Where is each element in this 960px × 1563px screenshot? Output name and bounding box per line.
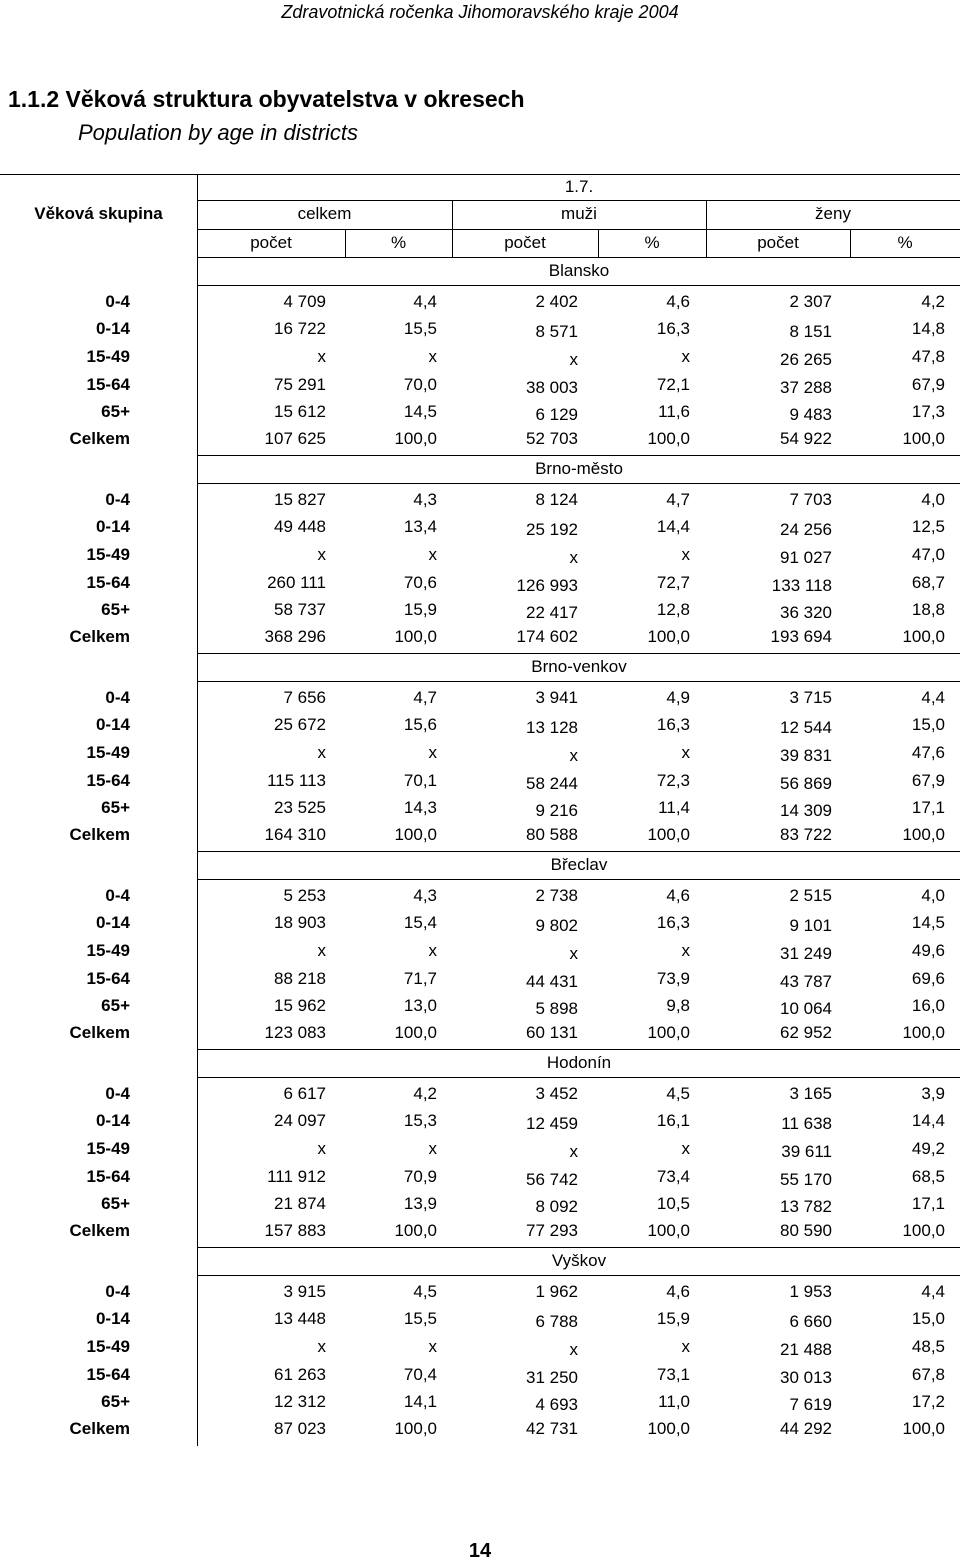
age-group-label: 65+ <box>101 996 130 1015</box>
value-cell: 4,0 <box>921 490 945 509</box>
value-cell: 21 874 <box>274 1194 326 1213</box>
value-cell: 88 218 <box>274 969 326 988</box>
value-cell: 11,6 <box>658 402 690 421</box>
value-cell: 61 263 <box>274 1365 326 1384</box>
value-cell: 111 912 <box>267 1167 326 1186</box>
value-cell: 80 590 <box>780 1221 832 1240</box>
value-cell: x <box>317 1337 326 1356</box>
district-name: Blansko <box>548 261 610 280</box>
value-cell: 91 027 <box>780 548 832 567</box>
value-cell: 70,1 <box>403 771 437 790</box>
value-cell: 9 483 <box>789 405 832 424</box>
value-cell: 133 118 <box>771 576 832 595</box>
district-rule-bottom-5 <box>197 1275 960 1276</box>
value-cell: 3 715 <box>789 688 832 707</box>
value-cell: 16,3 <box>656 319 690 338</box>
subheader-5: % <box>897 233 913 252</box>
value-cell: 16,0 <box>911 996 945 1015</box>
row-header-label: Věková skupina <box>34 204 163 223</box>
page-number: 14 <box>468 1540 492 1562</box>
value-cell: 39 611 <box>781 1142 832 1161</box>
district-rule-bottom-4 <box>197 1077 960 1078</box>
value-cell: 68,5 <box>911 1167 945 1186</box>
subheader-sep-0 <box>345 229 346 257</box>
value-cell: 24 097 <box>274 1111 326 1130</box>
value-cell: 4,5 <box>666 1084 690 1103</box>
value-cell: 15,0 <box>911 715 945 734</box>
value-cell: 7 619 <box>789 1395 832 1414</box>
value-cell: 100,0 <box>394 825 437 844</box>
value-cell: 8 124 <box>535 490 578 509</box>
district-name: Brno-město <box>535 459 623 478</box>
age-group-label: 0-4 <box>105 688 130 707</box>
value-cell: 100,0 <box>902 429 945 448</box>
age-group-label: 0-4 <box>105 292 130 311</box>
value-cell: 100,0 <box>394 627 437 646</box>
group-header-1: muži <box>561 204 597 223</box>
value-cell: 100,0 <box>902 627 945 646</box>
value-cell: 4,9 <box>666 688 690 707</box>
value-cell: 15 827 <box>274 490 326 509</box>
value-cell: 4,4 <box>921 688 945 707</box>
value-cell: x <box>569 1142 578 1161</box>
value-cell: 100,0 <box>902 825 945 844</box>
value-cell: 100,0 <box>394 1221 437 1240</box>
value-cell: 5 253 <box>283 886 326 905</box>
district-rule-top-5 <box>197 1247 960 1248</box>
value-cell: 9 101 <box>789 916 832 935</box>
value-cell: 4,5 <box>413 1282 437 1301</box>
value-cell: 15,9 <box>656 1309 690 1328</box>
value-cell: 15,5 <box>403 319 437 338</box>
value-cell: x <box>428 1337 437 1356</box>
value-cell: 4,6 <box>666 1282 690 1301</box>
value-cell: 15,3 <box>403 1111 437 1130</box>
value-cell: 73,9 <box>656 969 690 988</box>
value-cell: 18 903 <box>274 913 326 932</box>
value-cell: 9 802 <box>535 916 578 935</box>
value-cell: 70,4 <box>403 1365 437 1384</box>
value-cell: 16 722 <box>274 319 326 338</box>
value-cell: x <box>428 941 437 960</box>
value-cell: 3,9 <box>921 1084 945 1103</box>
value-cell: 72,1 <box>656 375 690 394</box>
value-cell: 4,0 <box>921 886 945 905</box>
value-cell: 70,0 <box>403 375 437 394</box>
age-group-label: 65+ <box>101 1194 130 1213</box>
value-cell: 14,3 <box>403 798 437 817</box>
value-cell: 100,0 <box>647 1023 690 1042</box>
value-cell: 100,0 <box>394 1419 437 1438</box>
value-cell: x <box>681 1337 690 1356</box>
value-cell: 44 431 <box>526 972 578 991</box>
value-cell: 2 738 <box>535 886 578 905</box>
value-cell: 58 737 <box>274 600 326 619</box>
value-cell: 6 617 <box>283 1084 326 1103</box>
age-group-label: 15-64 <box>86 1365 130 1384</box>
value-cell: 15,9 <box>403 600 437 619</box>
value-cell: 31 249 <box>780 944 832 963</box>
value-cell: 12,5 <box>911 517 945 536</box>
value-cell: 49,6 <box>911 941 945 960</box>
value-cell: 100,0 <box>902 1419 945 1438</box>
value-cell: x <box>681 941 690 960</box>
value-cell: 11,0 <box>658 1392 690 1411</box>
value-cell: 16,3 <box>656 913 690 932</box>
age-group-label: 15-49 <box>86 941 130 960</box>
value-cell: 15,4 <box>403 913 437 932</box>
value-cell: 4,3 <box>413 886 437 905</box>
value-cell: 17,3 <box>911 402 945 421</box>
value-cell: 72,7 <box>656 573 690 592</box>
subheader-sep-3 <box>706 229 707 257</box>
value-cell: 30 013 <box>780 1368 832 1387</box>
subheader-sep-1 <box>452 229 453 257</box>
value-cell: 14,5 <box>403 402 437 421</box>
value-cell: 12 544 <box>780 718 832 737</box>
value-cell: 100,0 <box>902 1221 945 1240</box>
value-cell: 56 869 <box>780 774 832 793</box>
value-cell: 368 296 <box>264 627 326 646</box>
value-cell: 83 722 <box>780 825 832 844</box>
age-group-label: Celkem <box>69 1023 130 1042</box>
age-group-label: 0-4 <box>105 490 130 509</box>
age-group-label: Celkem <box>69 627 130 646</box>
value-cell: 70,6 <box>403 573 437 592</box>
value-cell: 8 092 <box>535 1197 578 1216</box>
value-cell: 60 131 <box>526 1023 578 1042</box>
value-cell: 2 402 <box>535 292 578 311</box>
value-cell: 37 288 <box>780 378 832 397</box>
value-cell: 54 922 <box>780 429 832 448</box>
value-cell: 49,2 <box>911 1139 945 1158</box>
value-cell: 6 788 <box>535 1312 578 1331</box>
value-cell: 193 694 <box>770 627 832 646</box>
value-cell: 87 023 <box>274 1419 326 1438</box>
value-cell: x <box>569 548 578 567</box>
age-group-label: 0-14 <box>95 1111 130 1130</box>
running-header: Zdravotnická ročenka Jihomoravského kraje 2004 <box>281 2 679 22</box>
value-cell: 36 320 <box>780 603 832 622</box>
value-cell: 2 307 <box>789 292 832 311</box>
value-cell: 62 952 <box>780 1023 832 1042</box>
value-cell: 100,0 <box>647 825 690 844</box>
value-cell: 3 452 <box>535 1084 578 1103</box>
value-cell: x <box>569 944 578 963</box>
age-group-label: 0-4 <box>105 886 130 905</box>
value-cell: 15,0 <box>911 1309 945 1328</box>
value-cell: 15,6 <box>403 715 437 734</box>
table-top-label: 1.7. <box>564 177 594 196</box>
value-cell: 1 962 <box>535 1282 578 1301</box>
value-cell: x <box>317 347 326 366</box>
value-cell: x <box>317 743 326 762</box>
age-group-label: 15-64 <box>86 969 130 988</box>
value-cell: 67,8 <box>911 1365 945 1384</box>
value-cell: 21 488 <box>780 1340 832 1359</box>
value-cell: 100,0 <box>647 1419 690 1438</box>
value-cell: 164 310 <box>264 825 326 844</box>
value-cell: 157 883 <box>264 1221 326 1240</box>
age-group-label: 0-14 <box>95 715 130 734</box>
value-cell: 17,2 <box>911 1392 945 1411</box>
value-cell: 100,0 <box>647 627 690 646</box>
value-cell: 31 250 <box>526 1368 578 1387</box>
value-cell: 77 293 <box>526 1221 578 1240</box>
value-cell: 16,3 <box>656 715 690 734</box>
age-group-label: 0-4 <box>105 1084 130 1103</box>
value-cell: 14 309 <box>780 801 832 820</box>
header-rule-2 <box>197 229 960 230</box>
value-cell: 100,0 <box>394 429 437 448</box>
value-cell: 47,6 <box>911 743 945 762</box>
value-cell: x <box>681 545 690 564</box>
district-rule-bottom-0 <box>197 285 960 286</box>
value-cell: x <box>681 743 690 762</box>
value-cell: 14,8 <box>911 319 945 338</box>
value-cell: 44 292 <box>780 1419 832 1438</box>
value-cell: 70,9 <box>403 1167 437 1186</box>
value-cell: x <box>569 350 578 369</box>
value-cell: 12,8 <box>656 600 690 619</box>
value-cell: x <box>317 941 326 960</box>
value-cell: 11,4 <box>658 798 690 817</box>
value-cell: 25 672 <box>274 715 326 734</box>
age-group-label: Celkem <box>69 429 130 448</box>
value-cell: 260 111 <box>267 573 326 592</box>
section-subtitle: Population by age in districts <box>78 120 359 145</box>
age-group-label: 65+ <box>101 798 130 817</box>
value-cell: 43 787 <box>780 972 832 991</box>
value-cell: 58 244 <box>526 774 578 793</box>
value-cell: 13 782 <box>780 1197 832 1216</box>
value-cell: 17,1 <box>911 1194 945 1213</box>
value-cell: 100,0 <box>902 1023 945 1042</box>
value-cell: 69,6 <box>911 969 945 988</box>
value-cell: 13,0 <box>403 996 437 1015</box>
value-cell: x <box>681 347 690 366</box>
value-cell: x <box>681 1139 690 1158</box>
group-sep-1 <box>452 200 453 229</box>
subheader-sep-4 <box>850 229 851 257</box>
value-cell: 23 525 <box>274 798 326 817</box>
value-cell: 9,8 <box>666 996 690 1015</box>
age-group-label: Celkem <box>69 1419 130 1438</box>
value-cell: 100,0 <box>647 1221 690 1240</box>
value-cell: 9 216 <box>535 801 578 820</box>
subheader-4: počet <box>757 233 799 252</box>
age-group-label: 65+ <box>101 402 130 421</box>
value-cell: 10 064 <box>780 999 832 1018</box>
value-cell: 15,5 <box>403 1309 437 1328</box>
value-cell: 7 703 <box>789 490 832 509</box>
value-cell: 4 693 <box>535 1395 578 1414</box>
value-cell: 126 993 <box>516 576 578 595</box>
district-name: Břeclav <box>550 855 608 874</box>
value-cell: 13 128 <box>526 718 578 737</box>
value-cell: 71,7 <box>403 969 437 988</box>
district-rule-top-1 <box>197 455 960 456</box>
value-cell: 14,4 <box>656 517 690 536</box>
value-cell: 55 170 <box>780 1170 832 1189</box>
value-cell: 8 151 <box>789 322 832 341</box>
age-group-label: 15-64 <box>86 771 130 790</box>
value-cell: 4,3 <box>413 490 437 509</box>
value-cell: 75 291 <box>274 375 326 394</box>
value-cell: 13,4 <box>403 517 437 536</box>
value-cell: 4,6 <box>666 886 690 905</box>
age-group-label: Celkem <box>69 825 130 844</box>
age-group-label: 0-14 <box>95 1309 130 1328</box>
district-rule-bottom-1 <box>197 483 960 484</box>
district-rule-top-3 <box>197 851 960 852</box>
value-cell: 4,7 <box>666 490 690 509</box>
value-cell: 4,4 <box>413 292 437 311</box>
value-cell: 7 656 <box>283 688 326 707</box>
district-rule-bottom-2 <box>197 681 960 682</box>
value-cell: 6 129 <box>535 405 578 424</box>
subheader-3: % <box>644 233 660 252</box>
value-cell: 16,1 <box>656 1111 690 1130</box>
district-name: Hodonín <box>546 1053 612 1072</box>
value-cell: 39 831 <box>780 746 832 765</box>
value-cell: 13,9 <box>403 1194 437 1213</box>
value-cell: 42 731 <box>526 1419 578 1438</box>
value-cell: 8 571 <box>535 322 578 341</box>
value-cell: 1 953 <box>789 1282 832 1301</box>
value-cell: 48,5 <box>911 1337 945 1356</box>
value-cell: 4,2 <box>921 292 945 311</box>
value-cell: 14,4 <box>911 1111 945 1130</box>
value-cell: 22 417 <box>526 603 578 622</box>
value-cell: 3 941 <box>535 688 578 707</box>
value-cell: 24 256 <box>780 520 832 539</box>
group-sep-2 <box>706 200 707 229</box>
value-cell: 52 703 <box>526 429 578 448</box>
value-cell: 11 638 <box>781 1114 832 1133</box>
value-cell: 17,1 <box>911 798 945 817</box>
district-rule-top-4 <box>197 1049 960 1050</box>
value-cell: 123 083 <box>264 1023 326 1042</box>
value-cell: 5 898 <box>535 999 578 1018</box>
value-cell: 6 660 <box>789 1312 832 1331</box>
value-cell: 18,8 <box>911 600 945 619</box>
district-name: Brno-venkov <box>531 657 627 676</box>
subheader-1: % <box>390 233 407 252</box>
value-cell: x <box>428 743 437 762</box>
value-cell: 26 265 <box>780 350 832 369</box>
value-cell: 174 602 <box>516 627 578 646</box>
value-cell: 14,5 <box>911 913 945 932</box>
subheader-sep-2 <box>598 229 599 257</box>
subheader-2: počet <box>504 233 546 252</box>
age-group-label: 15-49 <box>86 545 130 564</box>
row-header-divider <box>197 174 198 1446</box>
value-cell: x <box>569 746 578 765</box>
value-cell: 25 192 <box>526 520 578 539</box>
value-cell: 47,8 <box>911 347 945 366</box>
district-name: Vyškov <box>551 1251 607 1270</box>
age-group-label: 0-14 <box>95 913 130 932</box>
value-cell: 72,3 <box>656 771 690 790</box>
value-cell: 100,0 <box>394 1023 437 1042</box>
age-group-label: 15-49 <box>86 1337 130 1356</box>
age-group-label: Celkem <box>69 1221 130 1240</box>
value-cell: 3 915 <box>283 1282 326 1301</box>
value-cell: x <box>428 347 437 366</box>
value-cell: 67,9 <box>911 375 945 394</box>
value-cell: 4 709 <box>283 292 326 311</box>
value-cell: 38 003 <box>526 378 578 397</box>
age-group-label: 0-14 <box>95 517 130 536</box>
value-cell: 68,7 <box>911 573 945 592</box>
value-cell: 15 962 <box>274 996 326 1015</box>
value-cell: x <box>428 545 437 564</box>
district-rule-top-0 <box>197 257 960 258</box>
value-cell: x <box>569 1340 578 1359</box>
age-group-label: 0-14 <box>95 319 130 338</box>
value-cell: 2 515 <box>789 886 832 905</box>
value-cell: 67,9 <box>911 771 945 790</box>
value-cell: 80 588 <box>526 825 578 844</box>
header-rule-1 <box>197 200 960 201</box>
top-rule <box>0 174 960 175</box>
value-cell: 4,2 <box>413 1084 437 1103</box>
age-group-label: 15-64 <box>86 375 130 394</box>
value-cell: 47,0 <box>911 545 945 564</box>
section-title: 1.1.2 Věková struktura obyvatelstva v okresech <box>8 86 525 112</box>
value-cell: x <box>317 1139 326 1158</box>
subheader-0: počet <box>250 233 292 252</box>
value-cell: 15 612 <box>274 402 326 421</box>
age-group-label: 15-49 <box>86 347 130 366</box>
value-cell: 14,1 <box>403 1392 437 1411</box>
group-header-0: celkem <box>297 204 352 223</box>
age-group-label: 15-49 <box>86 743 130 762</box>
value-cell: 3 165 <box>789 1084 832 1103</box>
value-cell: 73,4 <box>656 1167 690 1186</box>
value-cell: 115 113 <box>267 771 326 790</box>
age-group-label: 15-49 <box>86 1139 130 1158</box>
value-cell: x <box>428 1139 437 1158</box>
value-cell: 13 448 <box>274 1309 326 1328</box>
value-cell: 107 625 <box>264 429 326 448</box>
district-rule-top-2 <box>197 653 960 654</box>
value-cell: 4,4 <box>921 1282 945 1301</box>
district-rule-bottom-3 <box>197 879 960 880</box>
value-cell: 73,1 <box>656 1365 690 1384</box>
age-group-label: 15-64 <box>86 1167 130 1186</box>
value-cell: 56 742 <box>526 1170 578 1189</box>
value-cell: 100,0 <box>647 429 690 448</box>
age-group-label: 0-4 <box>105 1282 130 1301</box>
value-cell: 12 312 <box>274 1392 326 1411</box>
value-cell: x <box>317 545 326 564</box>
value-cell: 10,5 <box>656 1194 690 1213</box>
value-cell: 12 459 <box>526 1114 578 1133</box>
age-group-label: 65+ <box>101 1392 130 1411</box>
age-group-label: 65+ <box>101 600 130 619</box>
value-cell: 49 448 <box>274 517 326 536</box>
value-cell: 4,6 <box>666 292 690 311</box>
age-group-label: 15-64 <box>86 573 130 592</box>
group-header-2: ženy <box>815 204 851 223</box>
value-cell: 4,7 <box>413 688 437 707</box>
